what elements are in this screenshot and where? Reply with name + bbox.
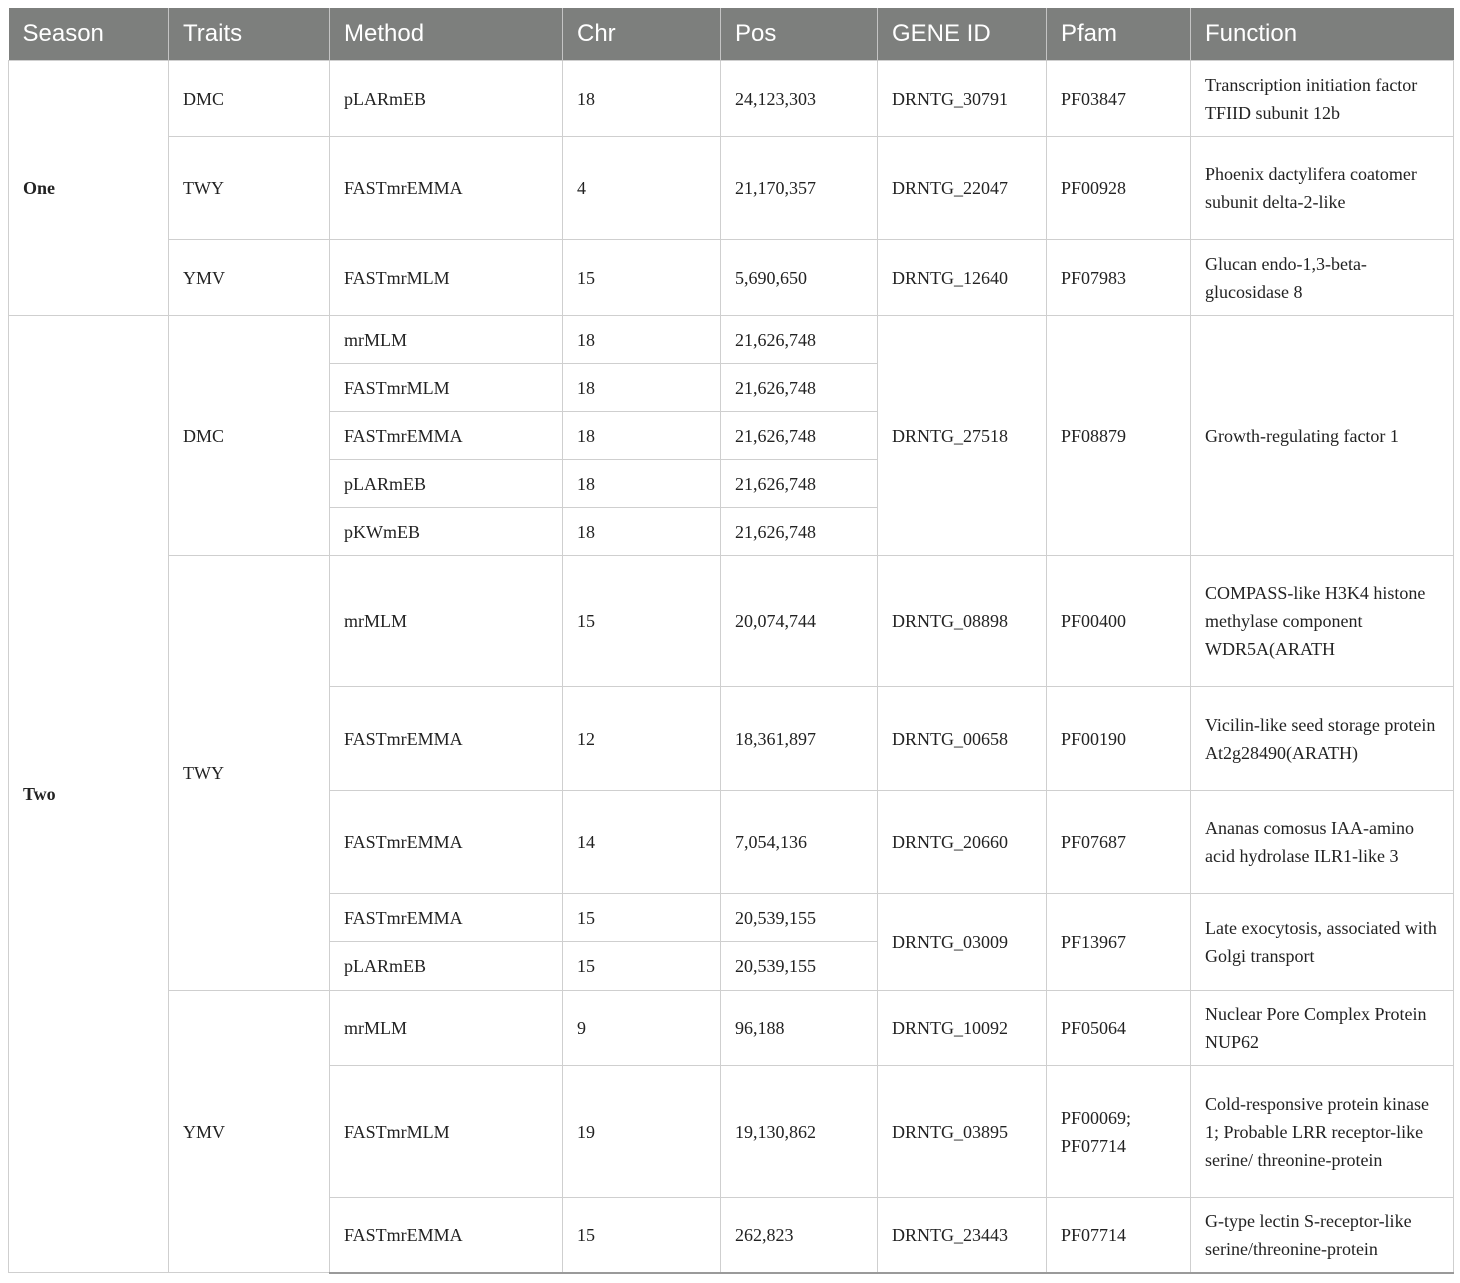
pos-cell: 21,170,357 xyxy=(721,137,878,240)
method-cell: FASTmrEMMA xyxy=(330,894,563,942)
function-cell: Nuclear Pore Complex Protein NUP62 xyxy=(1191,991,1454,1066)
pfam-cell: PF05064 xyxy=(1047,991,1191,1066)
pfam-cell: PF08879 xyxy=(1047,316,1191,556)
chr-cell: 14 xyxy=(563,791,721,894)
method-cell: pLARmEB xyxy=(330,460,563,508)
method-cell: FASTmrEMMA xyxy=(330,687,563,791)
function-cell: G-type lectin S-receptor-like serine/threonine-protein xyxy=(1191,1198,1454,1273)
chr-cell: 15 xyxy=(563,556,721,687)
chr-cell: 15 xyxy=(563,942,721,991)
pos-cell: 18,361,897 xyxy=(721,687,878,791)
method-cell: mrMLM xyxy=(330,316,563,364)
col-header-season: Season xyxy=(9,8,169,61)
chr-cell: 15 xyxy=(563,240,721,316)
table-row xyxy=(9,556,1454,687)
table-row xyxy=(9,991,1454,1066)
table-row xyxy=(9,316,1454,364)
gene-table xyxy=(8,8,1454,1274)
chr-cell: 15 xyxy=(563,894,721,942)
col-header-method: Method xyxy=(330,8,563,61)
method-cell: pLARmEB xyxy=(330,61,563,137)
trait-cell: DMC xyxy=(169,61,330,137)
chr-cell: 4 xyxy=(563,137,721,240)
trait-cell: DMC xyxy=(169,316,330,556)
pos-cell: 20,539,155 xyxy=(721,942,878,991)
pfam-cell: PF13967 xyxy=(1047,894,1191,991)
gene-id-cell: DRNTG_12640 xyxy=(878,240,1047,316)
table-row xyxy=(9,240,1454,316)
method-cell: FASTmrMLM xyxy=(330,240,563,316)
chr-cell: 18 xyxy=(563,412,721,460)
chr-cell: 9 xyxy=(563,991,721,1066)
function-cell: Cold-responsive protein kinase 1; Probable LRR receptor-like serine/ threonine-protein xyxy=(1191,1066,1454,1198)
method-cell: mrMLM xyxy=(330,556,563,687)
chr-cell: 18 xyxy=(563,61,721,137)
pfam-cell: PF07687 xyxy=(1047,791,1191,894)
col-header-pfam: Pfam xyxy=(1047,8,1191,61)
gene-id-cell: DRNTG_00658 xyxy=(878,687,1047,791)
pfam-cell: PF00190 xyxy=(1047,687,1191,791)
method-cell: mrMLM xyxy=(330,991,563,1066)
trait-cell: YMV xyxy=(169,240,330,316)
function-cell: Phoenix dactylifera coatomer subunit delta-2-like xyxy=(1191,137,1454,240)
pfam-cell: PF07983 xyxy=(1047,240,1191,316)
chr-cell: 12 xyxy=(563,687,721,791)
gene-id-cell: DRNTG_08898 xyxy=(878,556,1047,687)
col-header-traits: Traits xyxy=(169,8,330,61)
pos-cell: 96,188 xyxy=(721,991,878,1066)
chr-cell: 18 xyxy=(563,508,721,556)
gene-id-cell: DRNTG_23443 xyxy=(878,1198,1047,1273)
pos-cell: 19,130,862 xyxy=(721,1066,878,1198)
pos-cell: 21,626,748 xyxy=(721,508,878,556)
chr-cell: 18 xyxy=(563,460,721,508)
chr-cell: 18 xyxy=(563,364,721,412)
gene-id-cell: DRNTG_03009 xyxy=(878,894,1047,991)
function-cell: Ananas comosus IAA-amino acid hydrolase ILR1-like 3 xyxy=(1191,791,1454,894)
method-cell: pKWmEB xyxy=(330,508,563,556)
pfam-cell: PF03847 xyxy=(1047,61,1191,137)
gene-id-cell: DRNTG_03895 xyxy=(878,1066,1047,1198)
pos-cell: 24,123,303 xyxy=(721,61,878,137)
method-cell: FASTmrEMMA xyxy=(330,791,563,894)
gene-id-cell: DRNTG_27518 xyxy=(878,316,1047,556)
pos-cell: 21,626,748 xyxy=(721,316,878,364)
col-header-function: Function xyxy=(1191,8,1454,61)
col-header-pos: Pos xyxy=(721,8,878,61)
pos-cell: 5,690,650 xyxy=(721,240,878,316)
chr-cell: 19 xyxy=(563,1066,721,1198)
trait-cell: YMV xyxy=(169,991,330,1273)
pos-cell: 21,626,748 xyxy=(721,364,878,412)
method-cell: FASTmrMLM xyxy=(330,364,563,412)
function-cell: Transcription initiation factor TFIID subunit 12b xyxy=(1191,61,1454,137)
function-cell: Growth-regulating factor 1 xyxy=(1191,316,1454,556)
chr-cell: 18 xyxy=(563,316,721,364)
pos-cell: 20,074,744 xyxy=(721,556,878,687)
pos-cell: 21,626,748 xyxy=(721,412,878,460)
function-cell: Glucan endo-1,3-beta-glucosidase 8 xyxy=(1191,240,1454,316)
pos-cell: 21,626,748 xyxy=(721,460,878,508)
method-cell: FASTmrEMMA xyxy=(330,137,563,240)
season-cell: One xyxy=(9,61,169,316)
pfam-cell: PF00928 xyxy=(1047,137,1191,240)
gene-id-cell: DRNTG_22047 xyxy=(878,137,1047,240)
season-cell: Two xyxy=(9,316,169,1273)
pos-cell: 7,054,136 xyxy=(721,791,878,894)
method-cell: FASTmrEMMA xyxy=(330,1198,563,1273)
table-row xyxy=(9,61,1454,137)
header-row xyxy=(9,8,1454,61)
function-cell: Vicilin-like seed storage protein At2g28490(ARATH) xyxy=(1191,687,1454,791)
trait-cell: TWY xyxy=(169,137,330,240)
pos-cell: 262,823 xyxy=(721,1198,878,1273)
function-cell: COMPASS-like H3K4 histone methylase component WDR5A(ARATH xyxy=(1191,556,1454,687)
pfam-cell: PF00069; PF07714 xyxy=(1047,1066,1191,1198)
gene-id-cell: DRNTG_20660 xyxy=(878,791,1047,894)
method-cell: FASTmrEMMA xyxy=(330,412,563,460)
method-cell: FASTmrMLM xyxy=(330,1066,563,1198)
table-row xyxy=(9,137,1454,240)
method-cell: pLARmEB xyxy=(330,942,563,991)
gene-id-cell: DRNTG_10092 xyxy=(878,991,1047,1066)
pfam-cell: PF07714 xyxy=(1047,1198,1191,1273)
function-cell: Late exocytosis, associated with Golgi transport xyxy=(1191,894,1454,991)
col-header-chr: Chr xyxy=(563,8,721,61)
pos-cell: 20,539,155 xyxy=(721,894,878,942)
gene-id-cell: DRNTG_30791 xyxy=(878,61,1047,137)
pfam-cell: PF00400 xyxy=(1047,556,1191,687)
trait-cell: TWY xyxy=(169,556,330,991)
chr-cell: 15 xyxy=(563,1198,721,1273)
col-header-gene-id: GENE ID xyxy=(878,8,1047,61)
